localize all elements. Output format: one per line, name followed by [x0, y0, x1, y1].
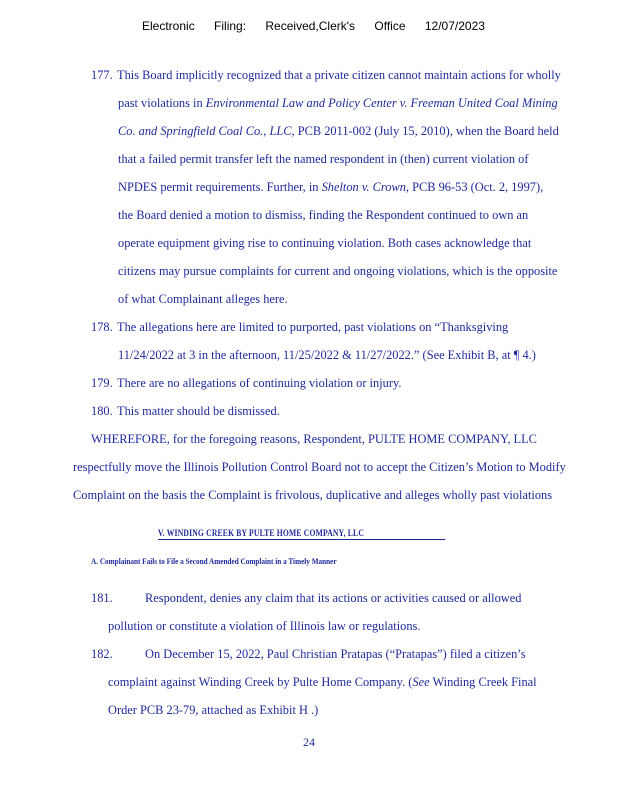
header-office: Office: [374, 19, 406, 33]
paragraph-number: 182.: [91, 647, 113, 661]
paragraph-180: 180. This matter should be dismissed.: [91, 404, 280, 418]
paragraph-177-line-8: citizens may pursue complaints for current and ongoing violations, which is the opposite: [118, 264, 558, 278]
paragraph-182-line-1: 182. On December 15, 2022, Paul Christian Pratapas (“Pratapas”) filed a citizen’s: [91, 647, 526, 661]
subsection-heading: A. Complainant Fails to File a Second Amended Complaint in a Timely Manner: [91, 556, 337, 566]
header-date: 12/07/2023: [424, 19, 485, 33]
paragraph-177-line-5: NPDES permit requirements. Further, in Shelton v. Crown, PCB 96-53 (Oct. 2, 1997),: [118, 180, 544, 194]
paragraph-number: 180.: [91, 404, 113, 418]
filing-header: [142, 19, 501, 33]
header-filing: Filing:: [214, 19, 247, 33]
paragraph-181-line-1: 181. Respondent, denies any claim that its actions or activities caused or allowed: [91, 591, 522, 605]
paragraph-number: 177.: [91, 68, 113, 82]
header-electronic: Electronic: [142, 19, 195, 33]
wherefore-line-1: WHEREFORE, for the foregoing reasons, Respondent, PULTE HOME COMPANY, LLC: [91, 432, 537, 446]
paragraph-177-line-1: 177. This Board implicitly recognized that a private citizen cannot maintain actions for wholly: [91, 68, 561, 82]
wherefore-line-3: Complaint on the basis the Complaint is frivolous, duplicative and alleges wholly past violations: [73, 488, 553, 502]
paragraph-177-line-3: Co. and Springfield Coal Co., LLC, PCB 2011-002 (July 15, 2010), when the Board held: [118, 124, 559, 138]
paragraph-177-line-9: of what Complainant alleges here.: [118, 292, 288, 306]
paragraph-179: 179. There are no allegations of continuing violation or injury.: [91, 376, 402, 390]
header-received: Received,Clerk's: [265, 19, 356, 33]
paragraph-number: 179.: [91, 376, 113, 390]
paragraph-181-line-2: pollution or constitute a violation of Illinois law or regulations.: [108, 619, 421, 633]
wherefore-line-2: respectfully move the Illinois Pollution Control Board not to accept the Citizen’s Motion to Modify: [73, 460, 566, 474]
paragraph-182-line-3: Order PCB 23-79, attached as Exhibit H .): [108, 703, 319, 717]
paragraph-178-line-2: 11/24/2022 at 3 in the afternoon, 11/25/2022 & 11/27/2022.” (See Exhibit B, at ¶ 4.): [118, 348, 536, 362]
paragraph-177-line-4: that a failed permit transfer left the named respondent in (then) current violation of: [118, 152, 529, 166]
section-heading: V. WINDING CREEK BY PULTE HOME COMPANY, LLC: [158, 528, 445, 540]
paragraph-number: 181.: [91, 591, 113, 605]
paragraph-182-line-2: complaint against Winding Creek by Pulte Home Company. (See Winding Creek Final: [108, 675, 537, 689]
page-number: 24: [303, 735, 315, 749]
paragraph-177-line-7: operate equipment giving rise to continuing violation. Both cases acknowledge that: [118, 236, 532, 250]
paragraph-number: 178.: [91, 320, 113, 334]
paragraph-177-line-6: the Board denied a motion to dismiss, finding the Respondent continued to own an: [118, 208, 529, 222]
paragraph-178-line-1: 178. The allegations here are limited to purported, past violations on “Thanksgiving: [91, 320, 509, 334]
paragraph-177-line-2: past violations in Environmental Law and Policy Center v. Freeman United Coal Mining: [118, 96, 558, 110]
